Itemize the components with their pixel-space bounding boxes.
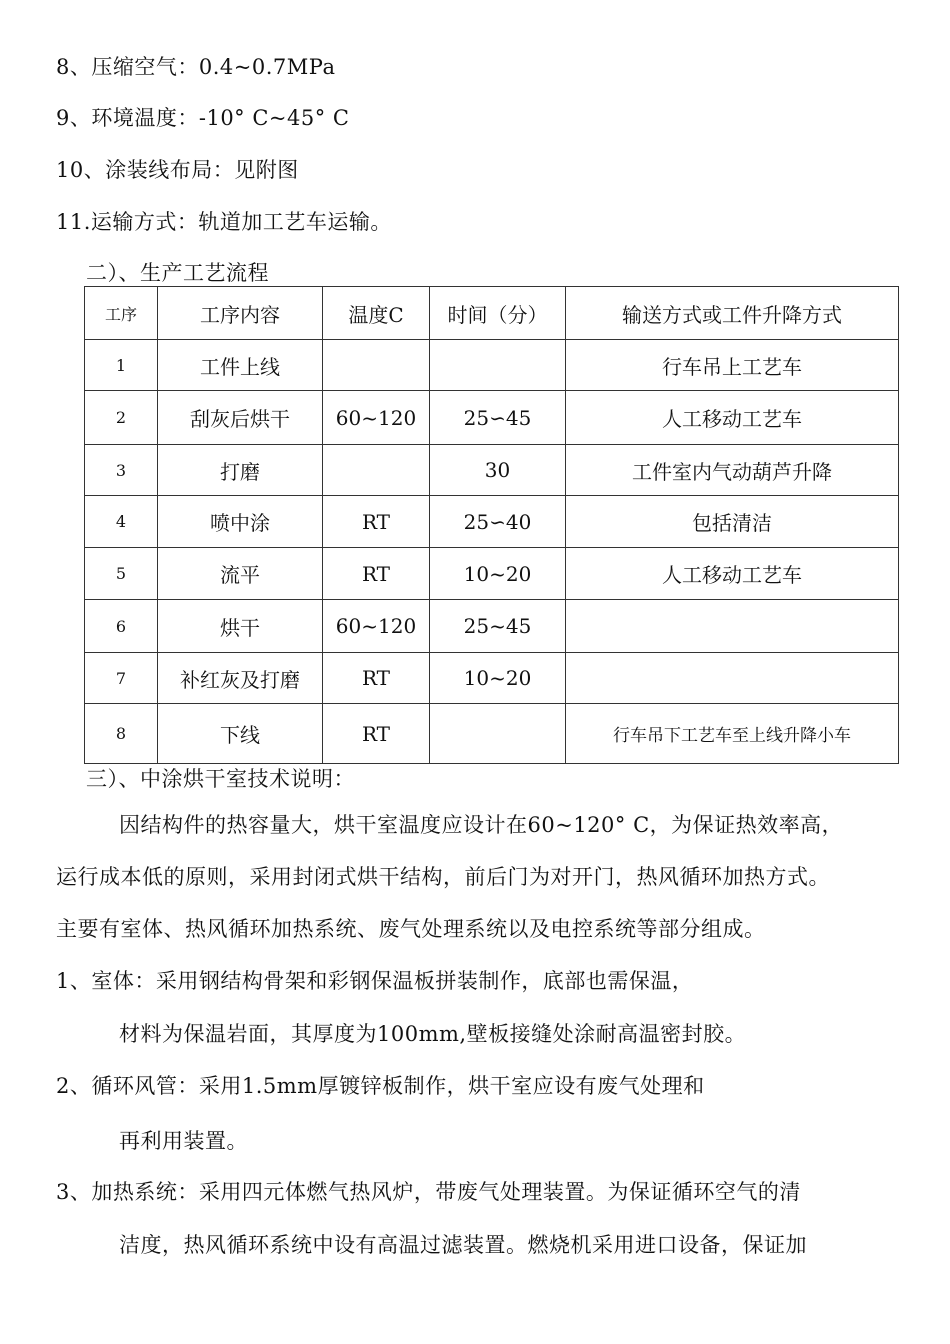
table-row bbox=[85, 600, 899, 653]
table-cell bbox=[323, 445, 430, 496]
table-cell: 7 bbox=[85, 653, 158, 704]
table-cell: 10~20 bbox=[430, 548, 566, 600]
table-row bbox=[85, 496, 899, 548]
table-cell: 下线 bbox=[158, 704, 323, 764]
list-item-3: 3、加热系统：采用四元体燃气热风炉，带废气处理装置。为保证循环空气的清 bbox=[56, 1180, 801, 1204]
table-cell: 2 bbox=[85, 391, 158, 445]
paragraph-line: 主要有室体、热风循环加热系统、废气处理系统以及电控系统等部分组成。 bbox=[56, 917, 766, 941]
table-cell: 补红灰及打磨 bbox=[158, 653, 323, 704]
table-header-cell: 工序 bbox=[85, 287, 158, 340]
table-cell: 10~20 bbox=[430, 653, 566, 704]
table-cell: 行车吊下工艺车至上线升降小车 bbox=[566, 704, 899, 764]
table-cell: 刮灰后烘干 bbox=[158, 391, 323, 445]
list-item-3-cont: 洁度，热风循环系统中设有高温过滤装置。燃烧机采用进口设备，保证加 bbox=[119, 1233, 807, 1257]
table-cell: 1 bbox=[85, 340, 158, 391]
spec-item-10: 10、涂装线布局：见附图 bbox=[56, 158, 299, 182]
table-header-cell: 输送方式或工件升降方式 bbox=[566, 287, 899, 340]
section-2-title: 二）、生产工艺流程 bbox=[86, 261, 269, 285]
table-cell: 25∽40 bbox=[430, 496, 566, 548]
table-header-row bbox=[85, 287, 899, 340]
table-cell: 60~120 bbox=[323, 391, 430, 445]
table-cell: 人工移动工艺车 bbox=[566, 391, 899, 445]
table-cell: RT bbox=[323, 653, 430, 704]
process-table bbox=[84, 286, 899, 764]
table-cell: 流平 bbox=[158, 548, 323, 600]
table-cell: 25~45 bbox=[430, 600, 566, 653]
table-cell: 25∽45 bbox=[430, 391, 566, 445]
spec-item-9: 9、环境温度：-10° C~45° C bbox=[56, 106, 350, 130]
table-cell: 烘干 bbox=[158, 600, 323, 653]
table-cell: 喷中涂 bbox=[158, 496, 323, 548]
table-cell: 4 bbox=[85, 496, 158, 548]
table-cell: 60~120 bbox=[323, 600, 430, 653]
table-row bbox=[85, 548, 899, 600]
table-cell bbox=[566, 653, 899, 704]
table-row bbox=[85, 653, 899, 704]
paragraph-line: 因结构件的热容量大，烘干室温度应设计在60~120° C，为保证热效率高， bbox=[119, 813, 844, 837]
spec-item-11: 11.运输方式：轨道加工艺车运输。 bbox=[56, 210, 392, 234]
table-cell: 6 bbox=[85, 600, 158, 653]
table-cell: 8 bbox=[85, 704, 158, 764]
table-cell: 打磨 bbox=[158, 445, 323, 496]
table-row bbox=[85, 704, 899, 764]
table-cell: 工件室内气动葫芦升降 bbox=[566, 445, 899, 496]
table-cell: RT bbox=[323, 496, 430, 548]
table-cell: RT bbox=[323, 704, 430, 764]
table-cell bbox=[323, 340, 430, 391]
table-header-cell: 温度C bbox=[323, 287, 430, 340]
table-header-cell: 工序内容 bbox=[158, 287, 323, 340]
table-row bbox=[85, 391, 899, 445]
section-3-title: 三）、中涂烘干室技术说明： bbox=[86, 767, 355, 791]
table-cell: RT bbox=[323, 548, 430, 600]
list-item-1: 1、室体：采用钢结构骨架和彩钢保温板拼装制作，底部也需保温， bbox=[56, 969, 694, 993]
table-cell bbox=[430, 704, 566, 764]
table-cell: 30 bbox=[430, 445, 566, 496]
list-item-2: 2、循环风管：采用1.5mm厚镀锌板制作，烘干室应设有废气处理和 bbox=[56, 1074, 705, 1098]
table-cell: 5 bbox=[85, 548, 158, 600]
table-cell: 3 bbox=[85, 445, 158, 496]
table-row bbox=[85, 340, 899, 391]
table-header-cell: 时间（分） bbox=[430, 287, 566, 340]
list-item-1-cont: 材料为保温岩面，其厚度为100mm,壁板接缝处涂耐高温密封胶。 bbox=[119, 1022, 747, 1046]
table-cell bbox=[430, 340, 566, 391]
table-row bbox=[85, 445, 899, 496]
table-cell bbox=[566, 600, 899, 653]
list-item-2-cont: 再利用装置。 bbox=[119, 1129, 248, 1153]
paragraph-line: 运行成本低的原则，采用封闭式烘干结构，前后门为对开门，热风循环加热方式。 bbox=[56, 865, 830, 889]
table-cell: 包括清洁 bbox=[566, 496, 899, 548]
spec-item-8: 8、压缩空气：0.4~0.7MPa bbox=[56, 55, 336, 79]
table-cell: 行车吊上工艺车 bbox=[566, 340, 899, 391]
table-cell: 工件上线 bbox=[158, 340, 323, 391]
table-cell: 人工移动工艺车 bbox=[566, 548, 899, 600]
